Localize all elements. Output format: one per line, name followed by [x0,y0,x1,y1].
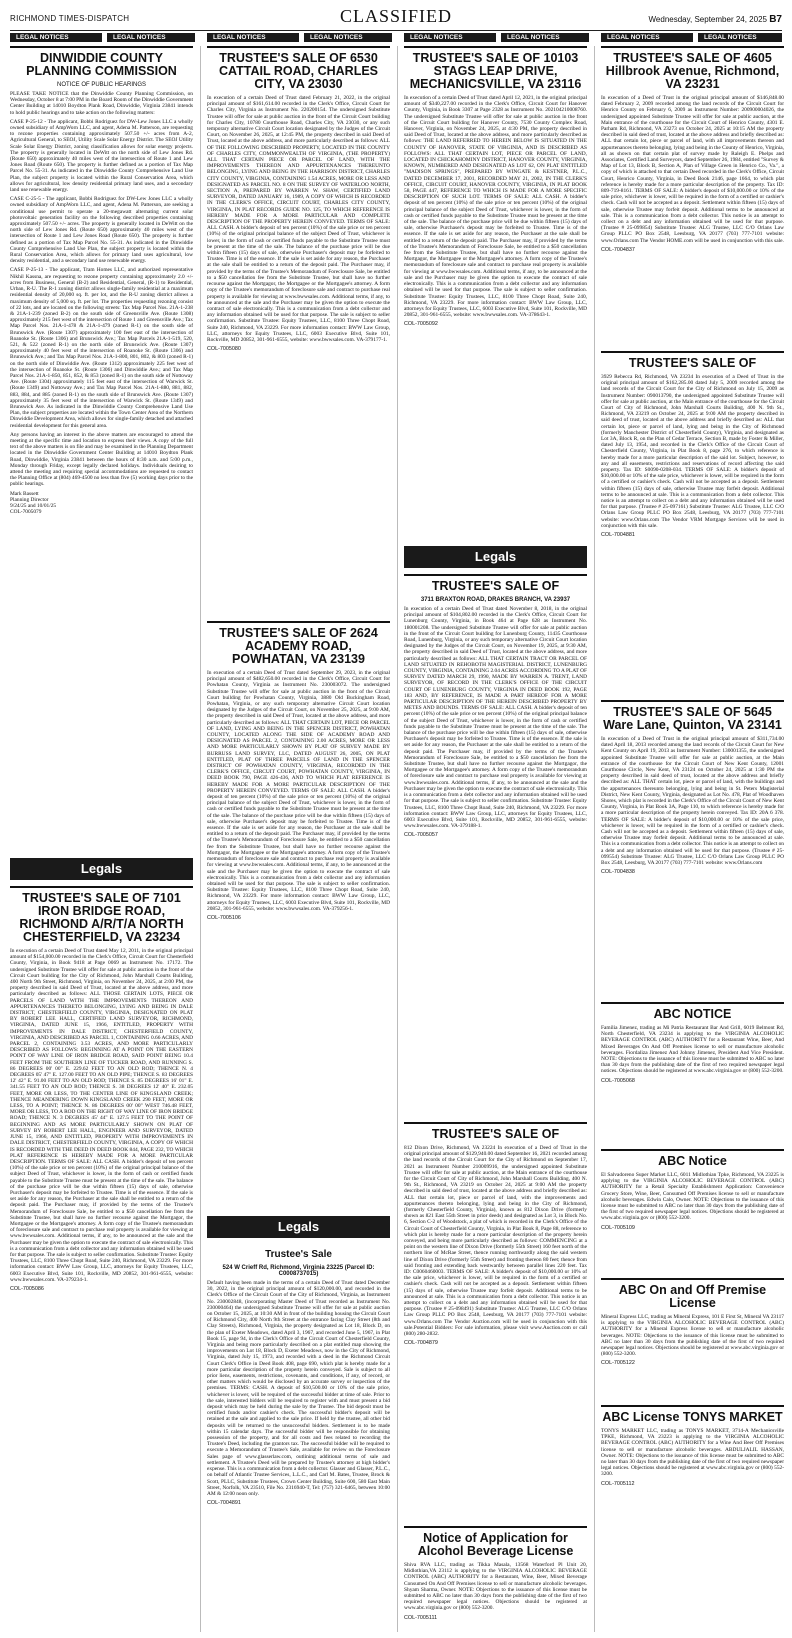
legal-notices-bar: LEGAL NOTICES [601,33,693,42]
notice-paragraph: 812 Dixon Drive, Richmond, VA 23224 In execution of a Deed of Trust in the original principal amount of $129,940.00 dated September 16, 2021 recorded among the land records of the Circuit Court for the City of Richmond on September 17, 2021 as Instrument Number 210009916, the undersigned appointed Substitute Trustee will offer for sale at public auction, at the Main entrance of the courthouse for the Circuit Court of City of Richmond, John Marshall Courts Building, 400 N. 9th St., Richmond, VA 23219 on October 24, 2025 at 9:00 AM the property described in said deed of trust, located at the above address and briefly described as: ALL that certain lot, piece or parcel of land, with the improvements and appurtenances thereto belonging, lying and being in the City of Richmond, (formerly Chesterfield County, Virginia), known as 812 Dixon Drive (formerly shown as 821 East 55th Street in prior deeds) and designated as Lot 3, in Block No. 6, Section C-2 of Woodstock, a plat of which is recorded in the Clerk's Office of the Circuit Court of Chesterfield County, Virginia, in Plat Book 8, Page 88, reference to which plat is hereby made for a more particular description of the property herein conveyed, and being more particularly described as follows: COMMENCING at a point on the western line of Dixon Drive (formerly 55th Street) 160 feet north of the northern line of McRae Street, thence running northwardly along the said western line of Dixon Drive (formerly 55th Street) and fronting thereon 80 feet; thence from said fronting and extending back westwardly between parallel lines 220 feet. Tax ID: C0060460003. TERMS OF SALE: A bidder's deposit of $10,000.00 or 10% of the sale price, whichever is lower, will be required in the form of a certified or cashier's check. Cash will not be accepted as a deposit. Settlement within fifteen (15) days of sale, otherwise Trustee may forfeit deposit. Additional terms to be announced at sale. This is a communication from a debt collector. This notice is an attempt to collect on a debt and any information obtained will be used for that purpose. (Trustee # 25-098491) Substitute Trustee: ALG Trustee, LLC C/O Orlans Law Group PLLC PO Box 2548, Leesburg, VA 20177 (703) 777-7101 website: www.Orlans.com The Vendor Auction.com will be used in conjunction with this sale.Potential Bidders: For sale information, please visit www.Auction.com or call (800) 280-2832. [404,1145,587,1338]
notice-body [404,95,587,540]
notice-paragraph: In execution of a certain Deed of Trust dated September 29, 2023, in the original principal amount of $482,650.00 recorded in the Clerk's Office, Circuit Court for Powhatan County, Virginia as Instrument No. 230003072. The undersigned Substitute Trustee will offer for sale at public auction in the front of the Circuit Court building for Powhatan County, Virginia, 3880 Old Buckingham Road, Powhatan, Virginia, or any such temporary alternative Circuit Court location designated by the Judges of the Circuit Court, on November 25, 2025, at 9:00 AM, the property described in said Deed of Trust, located at the above address, and more particularly described as follows: ALL THAT CERTAIN LOT, PIECE OR PARCEL OF LAND, LYING AND BEING IN THE SPENCER DISTRICT, POWHATAN COUNTY, LOCATED ALONG THE SIDE OF ACADEMY ROAD AND DESIGNATED AS PARCEL 2, CONTAINING 2.00 ACRES, MORE OR LESS AND MORE PARTICULARLY SHOWN BY PLAT OF SURVEY MADE BY BURRUSS LAND SURVEY, LLC, DATED AUGUST 26, 2005, ON PLAT ENTITLED, PLAT OF THREE PARCELS OF LAND IN THE SPENCER DISTRICT OF POWHATAN COUNTY, VIRGINIA, RECORDED IN THE CLERK'S OFFICE, CIRCUIT COURT, POWHATAN COUNTY, VIRGINIA, IN DEED BOOK 790, PAGE 426-436, AND TO WHICH PLAT REFERENCE IS HEREBY MADE FOR A MORE PARTICULAR DESCRIPTION OF THE PROPERTY HEREIN CONVEYED. TERMS OF SALE: ALL CASH. A bidder's deposit of ten percent (10%) of the sale price or ten percent (10%) of the original principal balance of the subject Deed of Trust, whichever is lower, in the form of cash or certified funds payable to the Substitute Trustee must be present at the time of the sale. The balance of the purchase price will be due within fifteen (15) days of sale, otherwise Purchaser's deposit may be forfeited to Trustee. Time is of the essence. If the sale is set aside for any reason, the Purchaser at the sale shall be entitled to a return of the deposit paid. The Purchaser may, if provided by the terms of the Trustee's Memorandum of Foreclosure Sale, be entitled to a $50 cancellation fee from the Substitute Trustee, but shall have no further recourse against the Mortgagor, the Mortgagee or the Mortgagee's attorney. A form copy of the Trustee's memorandum of foreclosure sale and contract to purchase real property is available for viewing at www.bwwsales.com. Additional terms, if any, to be announced at the sale and the Purchaser may be given the option to execute the contract of sale electronically. This is a communication from a debt collector and any information obtained will be used for that purpose. The sale is subject to seller confirmation. Substitute Trustee: Equity Trustees, LLC, 8100 Three Chopt Road, Suite 240, Richmond, VA 23229. For more information contact: BWW Law Group, LLC, attorneys for Equity Trustees, LLC, 6003 Executive Blvd, Suite 101, Rockville, MD 20852, 301-961-6555, website: www.bwwsales.com. VA-379256-1. [207,670,390,912]
notice-paragraph: In execution of a certain Deed of Trust dated April 12, 2021, in the original principal amount of $340,227.00 recorded in the Clerk's Office, Circuit Court for Hanover County, Virginia, in Book 3307 at Page 2328 as Instrument No. 202104210008760. The undersigned Substitute Trustee will offer for sale at public auction in the front of the Circuit Court building for Hanover County, 7530 County Complex Road, Hanover, Virginia, on November 24, 2025, at 4:30 PM, the property described in said Deed of Trust, located at the above address, and more particularly described as follows: THE LAND REFERRED TO HEREIN BELOW IS SITUATED IN THE COUNTY OF HANOVER, STATE OF VIRGINIA, AND IS DESCRIBED AS FOLLOWS: ALL THAT CERTAIN LOT, PIECE OR PARCEL OF LAND, LOCATED IN CHICKAHOMINY DISTRICT, HANOVER COUNTY, VIRGINIA, KNOWN, NUMBERED AND DESIGNATED AS LOT 62, ON PLAT ENTITLED "MADISON SPRINGS", PREPARED BY WINGATE & KESTNER, P.L.C., DATED DECEMBER 17, 2001, RECORDED MAY 21, 2002, IN THE CLERK'S OFFICE, CIRCUIT COURT, HANOVER COUNTY, VIRGINIA, IN PLAT BOOK 58, PAGE 447, REFERENCE TO WHICH IS MADE FOR A MORE SPECIFIC DESCRIPTION OF SUCH LOT. TERMS OF SALE: ALL CASH. A bidder's deposit of ten percent (10%) of the sale price or ten percent (10%) of the original principal balance of the subject Deed of Trust, whichever is lower, in the form of cash or certified funds payable to the Substitute Trustee must be present at the time of the sale. The balance of the purchase price will be due within fifteen (15) days of sale, otherwise Purchaser's deposit may be forfeited to Trustee. Time is of the essence. If the sale is set aside for any reason, the Purchaser at the sale shall be entitled to a return of the deposit paid. The Purchaser may, if provided by the terms of the Trustee's Memorandum of Foreclosure Sale, be entitled to a $50 cancellation fee from the Substitute Trustee, but shall have no further recourse against the Mortgagor, the Mortgagee or the Mortgagee's attorney. A form copy of the Trustee's memorandum of foreclosure sale and contract to purchase real property is available for viewing at www.bwwsales.com. Additional terms, if any, to be announced at the sale and the Purchaser may be given the option to execute the contract of sale electronically. This is a communication from a debt collector and any information obtained will be used for that purpose. The sale is subject to seller confirmation. Substitute Trustee: Equity Trustees, LLC, 8100 Three Chopt Road, Suite 240, Richmond, VA 23229. For more information contact: BWW Law Group, LLC, attorneys for Equity Trustees, LLC, 6003 Executive Blvd, Suite 101, Rockville, MD 20852, 301-961-6555, website: www.bwwsales.com. VA-378643-1. [404,95,587,319]
notice-code: COL-7004838 [601,869,635,876]
column-divider [200,46,201,1632]
legal-notices-bar: LEGAL NOTICES [107,33,195,42]
notice-subtitle: 3711 BRAXTON ROAD, DRAKES BRANCH, VA 23937 [420,597,571,603]
notice-paragraph: CASE P-25-12 - The applicant, Bobbi Rodriguez for DW-Lew Jones LLC a wholly owned subsidiary of AmpWorn LLC, and agent, Adena M. Patterson, are requesting to rezone properties containing approximately 507.50 +/- acres from A-2, Agricultural General, to SEOJ, Utility Scale Solar Energy District. The SEOJ Utility Scale Solar Energy District, zoning classification allows for solar energy projects. The property is generally located in DeWitt on the north side of Lew Jones Rd. (Route 650) approximately 40 miles west of the intersection of Route 1 and Lew Jones Road (Route 650). The property is further defined as a portion of Tax Map Parcel No. 55-31. As indicated in the Dinwiddie County Comprehensive Land Use Plan, the subject property is located within the Rural Conservation Area, which allows for agricultural, low density residential primary land uses, and a secondary land use renewable energy. [10,118,193,194]
notice-paragraph: In execution of a certain Deed of Trust dated February 21, 2022, in the original principal amount of $161,614.00 recorded in the Clerk's Office, Circuit Court for Charles City, Virginia as Instrument No. 220200154. The undersigned Substitute Trustee will offer for sale at public auction in the front of the Circuit Court building for Charles City, 10780 Courthouse Road, Charles City, VA 23030, or any such temporary alternative Circuit Court location designated by the Judges of the Circuit Court, on November 26, 2025, at 12:45 PM, the property described in said Deed of Trust, located at the above address, and more particularly described as follows: ALL OF THE FOLLOWING DESCRIBED PROPERTY, LOCATED IN THE COUNTY OF CHARLES CITY, COMMONWEALTH OF VIRGINIA, (THE PROPERTY) ALL THAT CERTAIN PIECE OR PARCEL OF LAND, WITH THE IMPROVEMENTS THEREON AND APPURTENANCES THEREUNTO BELONGING, LYING AND BEING IN THE HARRISON DISTRICT, CHARLES CITY COUNTY, VIRGINIA, CONTAINING 1.54 ACRES, MORE OR LESS AND DESIGNATED AS PARCEL NO. 8 ON THE SURVEY OF WATERLOO NORTH, SECTION A, PREPARED BY WARREN W. SHAW, CERTIFIED LAND SURVEYOR, DATED JANUARY 16, 1989, A COPY OF WHICH IS RECORDED IN THE CLERK'S OFFICE, CIRCUIT COURT, CHARLES CITY COUNTY, VIRGINIA, IN PLAT RECORDS GUIDE NO. 125, TO WHICH REFERENCE IS HEREBY MADE FOR A MORE PARTICULAR AND COMPLETE DESCRIPTION OF THE PROPERTY HEREIN CONVEYED. TERMS OF SALE: ALL CASH. A bidder's deposit of ten percent (10%) of the sale price or ten percent (10%) of the original principal balance of the subject Deed of Trust, whichever is lower, in the form of cash or certified funds payable to the Substitute Trustee must be present at the time of the sale. The balance of the purchase price will be due within fifteen (15) days of sale, otherwise Purchaser's deposit may be forfeited to Trustee. Time is of the essence. If the sale is set aside for any reason, the Purchaser at the sale shall be entitled to a return of the deposit paid. The Purchaser may, if provided by the terms of the Trustee's Memorandum of Foreclosure Sale, be entitled to a $50 cancellation fee from the Substitute Trustee, but shall have no further recourse against the Mortgagor, the Mortgagee or the Mortgagee's attorney. A form copy of the Trustee's memorandum of foreclosure sale and contract to purchase real property is available for viewing at www.bwwsales.com. Additional terms, if any, to be announced at the sale and the Purchaser may be given the option to execute the contract of sale electronically. This is a communication from a debt collector and any information obtained will be used for that purpose. The sale is subject to seller confirmation. Substitute Trustee: Equity Trustees, LLC, 8100 Three Chopt Road, Suite 240, Richmond, VA 23229. For more information contact: BWW Law Group, LLC, attorneys for Equity Trustees, LLC, 6003 Executive Blvd, Suite 101, Rockville, MD 20852, 301-961-6555, website: www.bwwsales.com. VA-379177-1. [207,95,390,343]
notice-ware-lane [601,700,784,996]
notice-subtitle: NOTICE OF PUBLIC HEARINGS [56,82,146,88]
notice-body [10,91,193,851]
notice-code: COL-7005112 [601,1480,635,1487]
notice-code: COL-7005068 [601,1077,635,1084]
masthead [10,8,782,31]
notice-title: ABC License TONYS MARKET [602,1410,783,1424]
notice-body [601,736,784,996]
notice-abc-2 [601,1149,784,1272]
notice-title: TRUSTEE'S SALE OF [628,356,757,370]
notice-code: COL-7005122 [601,1360,635,1367]
notice-crieff [207,1244,390,1632]
notice-stags-leap [404,46,587,540]
notice-title: Notice of Application for Alcohol Beverage License [417,1531,574,1558]
notice-subtitle: 524 W Crieff Rd, Richmond, Virginia 23225 (Parcel ID: C0008737015) [222,1265,375,1277]
notice-paragraph: 3929 Rebecca Rd, Richmond, VA 23234 In execution of a Deed of Trust in the original principal amount of $162,285.00 dated July 5, 2009 recorded among the land records of the Circuit Court for the City of Richmond on July 15, 2009 as Instrument Number: 090013790, the undersigned appointed Substitute Trustee will offer for sale at public auction, at the Main entrance of the courthouse for the Circuit Court of City of Richmond, John Marshall Courts Building, 400 N. 9th St., Richmond, VA 23219 on October 24, 2025 at 9:00 AM the property described in said deed of trust, located at the above address and briefly described as: ALL that certain lot, piece or parcel of land, lying and being in the City of Richmond (formerly Manchester District of Chesterfield County), Virginia, and designated as Lot 3A, Block R, on the Plan of Cedar Terrace, Section B, made by Foster & Miller, dated July 13, 1954, and recorded in the Clerk's Office of the Circuit Court of Chesterfield County, Virginia, in Plat Book 8, page 276, to which reference is hereby made for a more particular description of the said lot. Subject, however, to any and all easements, restrictions and reservations of record affecting the said property. Tax ID: S0090-0208-034. TERMS OF SALE: A bidder's deposit of $10,000.00 or 10% of the sale price, whichever is lower, will be required in the form of a certified or cashier's check. Cash will not be accepted as a deposit. Settlement within fifteen (15) days of sale, otherwise Trustee may forfeit deposit. Additional terms to be announced at sale. This is a communication from a debt collector. This notice is an attempt to collect on a debt and any information obtained will be used for that purpose. (Trustee # 25-097161) Substitute Trustee: ALG Trustee, LLC C/O Orlans Law Group PLLC PO Box 2548, Leesburg, VA 20177 (703) 777-7101 website: www.Orlans.com The Vendor VRM Mortgage Services will be used in conjunction with this sale. [601,374,784,529]
notice-body [601,1428,784,1508]
legal-notices-bar: LEGAL NOTICES [501,33,589,42]
notice-paragraph: In execution of a Deed of Trust in the original principal amount of $311,734.00 dated April 18, 2013 recorded among the land records of the Circuit Court for New Kent County on April 19, 2013 as Instrument Number: 130001355, the undersigned appointed Substitute Trustee will offer for sale at public auction, at the Main entrance of the courthouse for the Circuit Court of New Kent County, 12001 Courthouse Circle, New Kent, VA 23124 on October 24, 2025 at 1:30 PM the property described in said deed of trust, located at the above address and briefly described as: ALL THAT certain lot, piece or parcel of land, with the buildings and the appurtenances thereunto belonging, lying and being in St. Peters Magisterial District, New Kent County, Virginia, designated as Lot No. 478, Plat of Woodhaven Shores, which plat is recorded in the Clerk's Office of the Circuit Court of New Kent County, Virginia, in Plat Book 3A, Page 110, to which reference is hereby made for a more particular description of the property herein conveyed. Tax ID: 20A 6 378. TERMS OF SALE: A bidder's deposit of $10,000.00 or 10% of the sale price, whichever is lower, will be required in the form of a certified or cashier's check. Cash will not be accepted as a deposit. Settlement within fifteen (15) days of sale, otherwise Trustee may forfeit deposit. Additional terms to be announced at sale. This is a communication from a debt collector. This notice is an attempt to collect on a debt and any information obtained will be used for that purpose. (Trustee # 25-099554) Substitute Trustee: ALG Trustee, LLC C/O Orlans Law Group PLLC PO Box 2548, Leesburg, VA 20177 (703) 777-7101 website: www.Orlans.com [601,736,784,867]
paper-name: RICHMOND TIMES-DISPATCH [10,14,130,23]
notice-body [601,95,784,345]
notice-paragraph: In execution of a Deed of Trust in the original principal amount of $146,848.00 dated February 2, 2009 recorded among the land records of the Circuit Court for Henrico County on February 6, 2009 as Instrument Number: 200900004026, the undersigned appointed Substitute Trustee will offer for sale at public auction, at the Main entrance of the courthouse for the Circuit Court of Henrico County, 4301 E. Parham Rd, Richmond, VA 23273 on October 24, 2025 at 10:15 AM the property described in said deed of trust, located at the above address and briefly described as: ALL that certain lot, piece or parcel of land, with all improvements thereon and appurtenances thereto belonging, lying and being in the County of Henrico, Virginia, all as shown on that certain plat of survey made by Raleigh E. Phelps and Associates, Certified Land Surveyors, dated September 26, 1984, entitled "Survey & Map of Lot 13, Block B, Section A, Plan of Village Green in Henrico Co., Va.", a copy of which is attached to that certain Deed recorded in the Clerk's Office, Circuit Court, Henrico County, Virginia, in Deed Book 2146, page 1664, to which plat reference is hereby made for a more particular description of the property. Tax ID: 809-719-8161. TERMS OF SALE: A bidder's deposit of $10,000.00 or 10% of the sale price, whichever is lower, will be required in the form of a certified or cashier's check. Cash will not be accepted as a deposit. Settlement within fifteen (15) days of sale, otherwise Trustee may forfeit deposit. Additional terms to be announced at sale. This is a communication from a debt collector. This notice is an attempt to collect on a debt and any information obtained will be used for that purpose. (Trustee # 25-099854) Substitute Trustee: ALG Trustee, LLC C/O Orlans Law Group PLLC PO Box 2548, Leesburg, VA 20177 (703) 777-7101 website: www.Orlans.com The Vendor HOME.com will be used in conjunction with this sale. [601,95,784,244]
notice-code: COL-7005086 [10,1285,44,1292]
column-divider [397,46,398,1632]
notice-dixon [404,1122,587,1520]
notice-cattail [207,46,390,615]
section-title: CLASSIFIED [339,6,452,26]
notice-paragraph: PLEASE TAKE NOTICE that the Dinwiddie County Planning Commission, on Wednesday, October 8 at 7:00 PM in the Board Room of the Dinwiddie Government Center Building at 14010 Boydton Plank Road, Dinwiddie, Virginia 23841 intends to hold public hearings and to take action on the following matters: [10,91,193,116]
notice-title: Trustee's Sale [265,1249,332,1260]
notice-title: TRUSTEE'S SALE OF 6530 CATTAIL ROAD, CHARLES CITY, VA 23030 [218,51,379,91]
notice-paragraph: In execution of a certain Deed of Trust dated November 8, 2018, in the original principal amount of $104,802.00 recorded in the Clerk's Office, Circuit Court for Lunenburg County, Virginia, in Book 464 at Page 628 as Instrument No. 180001208. The undersigned Substitute Trustee will offer for sale at public auction in the front of the Circuit Court building for Lunenburg County, 11435 Courthouse Road, Lunenburg, Virginia, or any such temporary alternative Circuit Court location designated by the Judges of the Circuit Court, on November 19, 2025, at 9:30 AM, the property described in said Deed of Trust, located at the above address, and more particularly described as follows: ALL THAT CERTAIN TRACT OR PARCEL OF LAND SITUATED IN REHOBOTH MAGISTERIAL DISTRICT, LUNENBURG COUNTY, VIRGINIA, CONTAINING 2.04 ACRES ACCORDING TO A PLAT OF SURVEY DATED MARCH 29, 1990, MADE BY WARREN A. TRENT, LAND SURVEYOR, OF RECORD IN THE CLERK'S OFFICE OF THE CIRCUIT COURT OF LUNENBURG COUNTY, VIRGINIA IN DEED BOOK 192, PAGE 183 AND, BY REFERENCE, IS MADE A PART HEREOF FOR A MORE PARTICULAR DESCRIPTION OF THE HEREIN DESCRIBED PROPERTY BY METES AND BOUNDS. TERMS OF SALE: ALL CASH. A bidder's deposit of ten percent (10%) of the sale price or ten percent (10%) of the original principal balance of the subject Deed of Trust, whichever is lower, in the form of cash or certified funds payable to the Substitute Trustee must be present at the time of the sale. The balance of the purchase price will be due within fifteen (15) days of sale, otherwise Purchaser's deposit may be forfeited to Trustee. Time is of the essence. If the sale is set aside for any reason, the Purchaser at the sale shall be entitled to a return of the deposit paid. The Purchaser may, if provided by the terms of the Trustee's Memorandum of Foreclosure Sale, be entitled to a $50 cancellation fee from the Substitute Trustee, but shall have no further recourse against the Mortgagor, the Mortgagee or the Mortgagee's attorney. A form copy of the Trustee's memorandum of foreclosure sale and contract to purchase real property is available for viewing at www.bwwsales.com. Additional terms, if any, to be announced at the sale and the Purchaser may be given the option to execute the contract of sale electronically. This is a communication from a debt collector and any information obtained will be used for that purpose. The sale is subject to seller confirmation. Substitute Trustee: Equity Trustees, LLC, 8100 Three Chopt Road, Suite 240, Richmond, VA 23229. For more information contact: BWW Law Group, LLC, attorneys for Equity Trustees, LLC, 6003 Executive Blvd, Suite 101, Rockville, MD 20852, 301-961-6555, website: www.bwwsales.com. VA-379188-1. [404,606,587,830]
notice-signature: Mark Bassett Planning Director 9/24/25 and 10/01/25 COL-7005079 [10,490,57,516]
page-number: B7 [769,14,782,25]
notice-code: COL-7004881 [601,532,635,539]
issue-date: Wednesday, September 24, 2025 [648,15,767,24]
notice-title: TRUSTEE'S SALE OF 2624 ACADEMY ROAD, POWHATAN, VA 23139 [219,626,378,666]
notice-title: ABC On and Off Premise License [618,1283,767,1310]
notice-title: TRUSTEE'S SALE OF 10103 STAGS LEAP DRIVE, MECHANICSVILLE, VA 23116 [409,51,582,91]
notice-title: TRUSTEE'S SALE OF 5645 Ware Lane, Quinton, VA 23141 [603,705,782,732]
notice-alcohol-license [404,1526,587,1632]
column-2 [207,46,390,1632]
notice-code: COL-7005080 [207,346,241,353]
notice-body [601,1025,784,1143]
column-divider [594,46,595,1632]
notice-abc-1 [601,1002,784,1143]
notice-body [404,1562,587,1632]
notice-body [601,1172,784,1272]
notice-body [404,1145,587,1520]
legal-notices-bar: LEGAL NOTICES [304,33,392,42]
notice-code: COL-7005057 [404,832,438,839]
notice-body [207,1280,390,1632]
legal-notices-bar: LEGAL NOTICES [404,33,496,42]
notice-title: ABC Notice [658,1154,727,1168]
notice-body [207,95,390,615]
column-4 [601,46,784,1632]
notice-title: TRUSTEE'S SALE OF 7101 IRON BRIDGE ROAD, RICHMOND A/R/T/A NORTH CHESTERFIELD, VA 23234 [19,891,184,944]
date-page [649,14,782,25]
notice-code: COL-7004879 [404,1340,438,1347]
notice-code: COL-7005092 [404,321,438,328]
notice-body [207,670,390,1210]
notice-paragraph: El Salvadoreno Super Market LLC, 6011 Midlothian Tpke, Richmond, VA 23225 is applying to the VIRGINIA ALCOHOLIC BEVERAGE CONTROL (ABC) AUTHORITY for a Retail Specialty Establishment Application: Convenience Grocery Store, Wine, Beer, Consumed Off Premises license to sell or manufacture alcoholic beverages. Edwin Calo, Owner. NOTE: Objections to the issuance of this license must be submitted to ABC no later than 30 days from the publishing date of the first of two required newspaper legal notices. Objections should be registered at www.abc.virginia.gov or (800) 552-3200. [601,1172,784,1222]
notice-iron-bridge [10,886,193,1628]
notice-title: ABC NOTICE [653,1007,732,1021]
notice-code: COL-7005106 [207,914,241,921]
notice-paragraph: CASE P-25-13 - The applicant, Tram Homes LLC, and authorized representative Nikhil Kassna, are requesting to rezone property containing approximately 2.0 +/- acres from Business, General (B-2) and Residential, General, (R-1) to Residential, Urban, R-U. The R-1 zoning district allows single-family residential at a maximum residential density of 20,000 sq. ft. per lot, and the R-U zoning district allows a maximum density of 5,000 sq. ft. per lot. The properties requesting rezoning consist of 22 lots, and are located on the following streets: Tax Map Parcel Nos. 21A-1-238 & 21A-1-239 (zoned B-2) on the south side of Greensville Ave. (Route 1308) approximately 215 feet west of the intersection of Route 1 and Greensville Ave.; Tax Map Parcel Nos. 21A-1-478 & 21A-1-479 (zoned R-1) on the south side of Brunswick Ave. (Route 1307) approximately 100 feet east of the intersection of Roanoke St. (Route 1306) and Brunswick Ave.; Tax Map Parcels 21A-1-519, 520, 521, & 522 (zoned R-1) on the north side of Brunswick Ave. (Route 1307) approximately 40 feet west of the intersection of Roanoke St. (Route 1306) and Brunswick Ave.; and Tax Map Parcel Nos. 21A-1-800, 801, 802, & 803 (zoned R-1) on the north side of Dinwiddie Ave. (Route 1312) approximately 225 feet west of the intersection of Roanoke St. (Route 1306) and Dinwiddie Ave.; and Tax Map Parcel Nos. 21A-1-850, 851, 852, & 853 (zoned R-1) on the south side of Nottoway Ave. (Route 1304) approximately 115 feet east of the intersection of Warwick St. (Route 1349) and Nottoway Ave.; and Tax Map Parcel Nos. 21A-1-880, 881, 882, 883, 884, and 885 (zoned R-1) on the south side of Brunswick Ave. (Route 1307) approximately 35 feet west of the intersection of Warwick St. (Route 1349) and Brunswick Ave. As indicated in the Dinwiddie County Comprehensive Land Use Plan, the subject properties are located within the Town Center Area of the Northern Dinwiddie Development Area, which allows for single-family detached and attached residential development for this general area. [10,267,193,429]
legal-notices-bar: LEGAL NOTICES [698,33,782,42]
notice-abc-4 [601,1405,784,1508]
notice-body [601,1314,784,1399]
notice-paragraph: Any persons having an interest in the above matters are encouraged to attend the meeting at the specific time and location to express their views. A copy of the full text of the above matters is on file and may be examined in the Planning Department located in the Dinwiddie Government Center Building at 14010 Boydton Plank Road, Dinwiddie, Virginia 23841 between the hours of 8:30 a.m. and 5:00 p.m., Monday through Friday, except legally declared holidays. Individuals desiring to attend the meeting and requiring special accommodations are requested to contact the Planning Office at (804) 469-4500 no less than five (5) working days prior to the public hearings. [10,431,193,488]
notice-paragraph: TONYS MARKET LLC, trading as TONYS MARKET, 3714-A Mechanicsville TPKE, Richmond, VA 23223 is applying to the VIRGINIA ALCOHOLIC BEVERAGE CONTROL (ABC) AUTHORITY for a Wine And Beer Off Premises license to sell or manufacture alcoholic beverages. ABDULJALIL HASSAN, Owner. NOTE: Objections to the issuance of this license must be submitted to ABC no later than 30 days from the publishing date of the first of two required newspaper legal notices. Objections should be registered at www.abc.virginia.gov or (800) 552-3200. [601,1428,784,1478]
notice-body [404,606,587,1116]
notice-code: COL-7004891 [207,1500,241,1507]
notice-body [10,948,193,1628]
column-1 [10,46,193,1632]
notice-braxton [404,574,587,1116]
notice-body [601,374,784,694]
notice-code: COL-7005111 [404,1614,438,1621]
legal-notice-bars [10,33,782,43]
notice-rebecca [601,351,784,694]
notice-paragraph: Default having been made in the terms of a certain Deed of Trust dated December 30, 2022, in the original principal amount of $120,000.00, and recorded in the Clerk's Office of the Circuit Court of the City of Richmond, Virginia, as Instrument No. 230002848, (incorporating Master Deed of Trust recorded as Instrument No. 230000464) the undersigned Substitute Trustee will offer for sale at public auction on October 15, 2025, at 10:30 AM in front of the building housing the Circuit Court of Richmond City, 400 North 9th Street at the entrance facing Clay Street (8th and Clay Streets), Richmond, Virginia, the property designated as Lot 18, Block D, on the plan of Exeter Meadows, dated April 3, 1967, and recorded June 5, 1967, in Plat Book 15, page 94, in the Clerk's Office of the Circuit Court of Chesterfield County, Virginia and being more particularly described on a plat entitled map showing the improvements on Lot 18, Block D, Exeter Meadows, now in the City of Richmond, Virginia, dated July 15, 1973, and recorded with a deed in the Richmond Circuit Court Clerk's Office in Deed Book 408, page 690, which plat is hereby made for a more particular description of the property herein conveyed. Sale is subject to all prior liens, easements, restrictions, covenants, and conditions, if any, of record, or other matters which would be disclosed by an accurate survey or inspection of the premises. TERMS: CASH. A deposit of $10,500.00 or 10% of the sale price, whichever is lower, will be required of the successful bidder at time of sale. Prior to the sale, interested bidders will be required to register with and must present a bid deposit which may be held during the sale by the Trustee. The bid deposit must be certified funds and/or cashier's check. The successful bidder's deposit will be retained at the sale and applied to the sale price. If held by the trustee, all other bid deposits will be returned to the unsuccessful bidders. Settlement is to be made within 15 calendar days. The successful bidder will be responsible for obtaining possession of the property, and for all costs and fees related to recording the Trustee's Deed, including the grantors tax. The successful bidder will be required to execute a Memorandum of Trustee's Sale, available for review on the Foreclosure Sales page of www.glasserlaw.com, outlining additional terms of sale and settlement. A Trustee's Deed will be prepared by Trustee's attorney at high bidder's expense. This is a communication from a debt collector. Glasser and Glasser, P.L.C., on behalf of Atlantic Trustee Services, L.L.C., and Carl M. Bates, Trustee, Brock & Scott, PLLC, Substitute Trustees, Crown Center Building, Suite 600, 580 East Main Street, Norfolk, VA 23510, File No. 2316940-T, Tel: (757) 321-6465, between 10:00 AM & 12:00 noon only. [207,1280,390,1497]
notice-code: COL-7004837 [601,246,635,253]
notice-paragraph: CASE C-25-5 - The applicant, Bobbi Rodriguez for DW-Lew Jones LLC a wholly owned subsidiary of AmpWorn LLC, and agent, Adena M. Patterson, are seeking a conditional use permit to operate a 20-megawatt alternating current solar photovoltaic generation facility on the following described properties containing approximately 507.50 +/- acres. The property is generally located in DeWitt on the north side of Lew Jones Rd. (Route 650) approximately 40 miles west of the intersection of Route 1 and Lew Jones Road (Route 650). The property is further defined as a portion of Tax Map Parcel No. 55-31. As indicated in the Dinwiddie County Comprehensive Land Use Plan, the subject property is located within the Rural Conservation Area, which allows for primary land uses agricultural, low density residential, and a secondary land use renewable energy. [10,196,193,265]
notice-title: TRUSTEE'S SALE OF [431,1127,560,1141]
notice-paragraph: Familia Jimenez, trading as Mi Patria Restaurant Bar And Grill, 6019 Belmont Rd, North Chesterfield, VA 23234 is applying to the VIRGINIA ALCOHOLIC BEVERAGE CONTROL (ABC) AUTHORITY for a Restaurant Wine, Beer, And Mixed Beverages On And Off Premises license to sell or manufacture alcoholic beverages. Fiordaliza Jimenez And Johnny Jimenez, President And Vice President. NOTE: Objections to the issuance of this license must be submitted to ABC no later than 30 days from the publishing date of the first of two required newspaper legal notices. Objections should be registered at www.abc.virginia.gov or (800) 552-3200. [601,1025,784,1075]
notice-paragraph: Mineral Express LLC, trading as Mineral Express, 101 E First St, Mineral VA 23117 is applying to the VIRGINIA ALCOHOLIC BEVERAGE CONTROL (ABC) AUTHORITY for a Mineral Express license to sell or manufacture alcoholic beverages. NOTE: Objections to the issuance of this license must be submitted to ABC no later than 30 days from the publishing date of the first of two required newspaper legal notices. Objections should be registered at www.abc.virginia.gov or (800) 552-3200. [601,1314,784,1358]
notice-code: COL-7005109 [601,1224,635,1231]
legals-banner: Legals [404,546,587,568]
notice-abc-3 [601,1278,784,1399]
legal-notices-bar: LEGAL NOTICES [10,33,102,42]
notice-title: TRUSTEE'S SALE OF [431,579,560,593]
legals-banner: Legals [207,1216,390,1238]
notice-paragraph: In execution of a certain Deed of Trust dated May 12, 2011, in the original principal amount of $154,000.00 recorded in the Clerk's Office, Circuit Court for Chesterfield County, Virginia, in Book 9418 at Page 0069 as Instrument No. 17172. The undersigned Substitute Trustee will offer for sale at public auction in the front of the Circuit Court building for the City of Richmond, John Marshall Courts Building, 400 North 9th Street, Richmond, Virginia, on November 24, 2025, at 2:00 PM, the property described in said Deed of Trust, located at the above address, and more particularly described as follows: ALL THOSE CERTAIN LOTS, PIECE OR PARCELS OF LAND WITH THE IMPROVEMENTS THEREON AND APPURTENANCES THERETO BELONGING, LYING AND BEING IN DALE DISTRICT, CHESTERFIELD COUNTY, VIRGINIA, DESIGNATED ON PLAT BY ROBERT LEE HALL, CERTIFIED LAND SURVEYOR, RICHMOND, VIRGINIA, DATED JUNE 15, 1966, ENTITLED, PROPERTY WITH IMPROVEMENTS IN DALE DISTRICT, CHESTERFIELD COUNTY, VIRGINIA, AND DESCRIBED AS PARCEL 1, CONTAINING 0.66 ACRES, AND PARCEL 2, CONTAINING 3.53 ACRES, AND MORE PARTICULARLY DESCRIBED AS FOLLOWS: BEGINNING AT A POINT ON THE EASTERN POINT OF WAY LINE OF IRON BRIDGE ROAD, SAID POINT BEING 10.4 FEET FROM THE SOUTHERN LINE OF TUCKER ROAD, AND RUNNING S. 86 DEGREES 00' 00" E. 229.62 FEET TO AN OLD ROD; THENCE N. 4 DEGREES 05' 47" E. 127.00 FEET TO AN OLD PIPE; THENCE S. 83 DEGREES 12' 42" E. 91.00 FEET TO AN OLD ROD; THENCE S. 85 DEGREES 16' 01" E. 341.55 FEET TO AN OLD ROD; THENCE S. 38 DEGREES 12' 40" E. 232.05 FEET, MORE OR LESS, TO THE CENTER LINE OF KINGSLAND CREEK; THENCE MEANDERING DOWN KINGSLAND CREEK 290 FEET, MORE OR LESS, TO A POINT; THENCE N. 86 DEGREES 00' 00" WEST 746.48 FEET, MORE OR LESS, TO A ROD ON THE RIGHT OF WAY LINE OF IRON BRIDGE ROAD; THENCE N. 3 DEGREES 45' 44" E. 127.5 FEET TO THE POINT OF BEGINNING AND AS MORE PARTICULARLY SHOWN ON PLAT OF SURVEY BY ROBERT LEE HALL, ENGINEER AND SURVEYOR, DATED JUNE 15, 1966, AND ENTITLED, PROPERTY WITH IMPROVEMENTS IN DALE DISTRICT, CHESTERFIELD COUNTY, VIRGINIA, A COPY OF WHICH IS RECORDED WITH THE DEED IN DEED BOOK 844, PAGE 232, TO WHICH PLAT REFERENCE IS HEREBY MADE FOR A MORE PARTICULAR DESCRIPTION. TERMS OF SALE: ALL CASH. A bidder's deposit of ten percent (10%) of the sale price or ten percent (10%) of the original principal balance of the subject Deed of Trust, whichever is lower, in the form of cash or certified funds payable to the Substitute Trustee must be present at the time of the sale. The balance of the purchase price will be due within fifteen (15) days of sale, otherwise Purchaser's deposit may be forfeited to Trustee. Time is of the essence. If the sale is set aside for any reason, the Purchaser at the sale shall be entitled to a return of the deposit paid. The Purchaser may, if provided by the terms of the Trustee's Memorandum of Foreclosure Sale, be entitled to a $50 cancellation fee from the Substitute Trustee, but shall have no further recourse against the Mortgagor, the Mortgagee or the Mortgagee's attorney. A form copy of the Trustee's memorandum of foreclosure sale and contract to purchase real property is available for viewing at www.bwwsales.com. Additional terms, if any, to be announced at the sale and the Purchaser may be given the option to execute the contract of sale electronically. This is a communication from a debt collector and any information obtained will be used for that purpose. The sale is subject to seller confirmation. Substitute Trustee: Equity Trustees, LLC, 8100 Three Chopt Road, Suite 240, Richmond, VA 23229. For more information contact: BWW Law Group, LLC, attorneys for Equity Trustees, LLC, 6003 Executive Blvd, Suite 101, Rockville, MD 20852, 301-961-6555, website: www.bwwsales.com. VA-379234-1. [10,948,193,1283]
column-3 [404,46,587,1632]
notice-title: TRUSTEE'S SALE OF 4605 Hillbrook Avenue, Richmond, VA 23231 [605,51,780,91]
notice-paragraph: Shiva RVA LLC, trading as Tikka Masala, 13568 Waterford Pl Unit 20, Midlothian,VA 23112 is applying to the VIRGINIA ALCOHOLIC BEVERAGE CONTROL (ABC) AUTHORITY for a Restaurant, Wine, Beer, Mixed Beverage Consumed On And Off Premises license to sell or manufacture alcoholic beverages. Shyam Sharma, Owner. NOTE: Objections to the issuance of this license must be submitted to ABC no later than 30 days from the publishing date of the first of two required newspaper legal notices. Objections should be registered at www.abc.virginia.gov or (800) 552-3200. [404,1562,587,1612]
legal-notices-bar: LEGAL NOTICES [207,33,299,42]
notice-title: DINWIDDIE COUNTY PLANNING COMMISSION [26,51,177,78]
notice-dinwiddie [10,46,193,852]
notice-hillbrook [601,46,784,345]
notice-academy [207,621,390,1210]
legals-banner: Legals [10,858,193,880]
